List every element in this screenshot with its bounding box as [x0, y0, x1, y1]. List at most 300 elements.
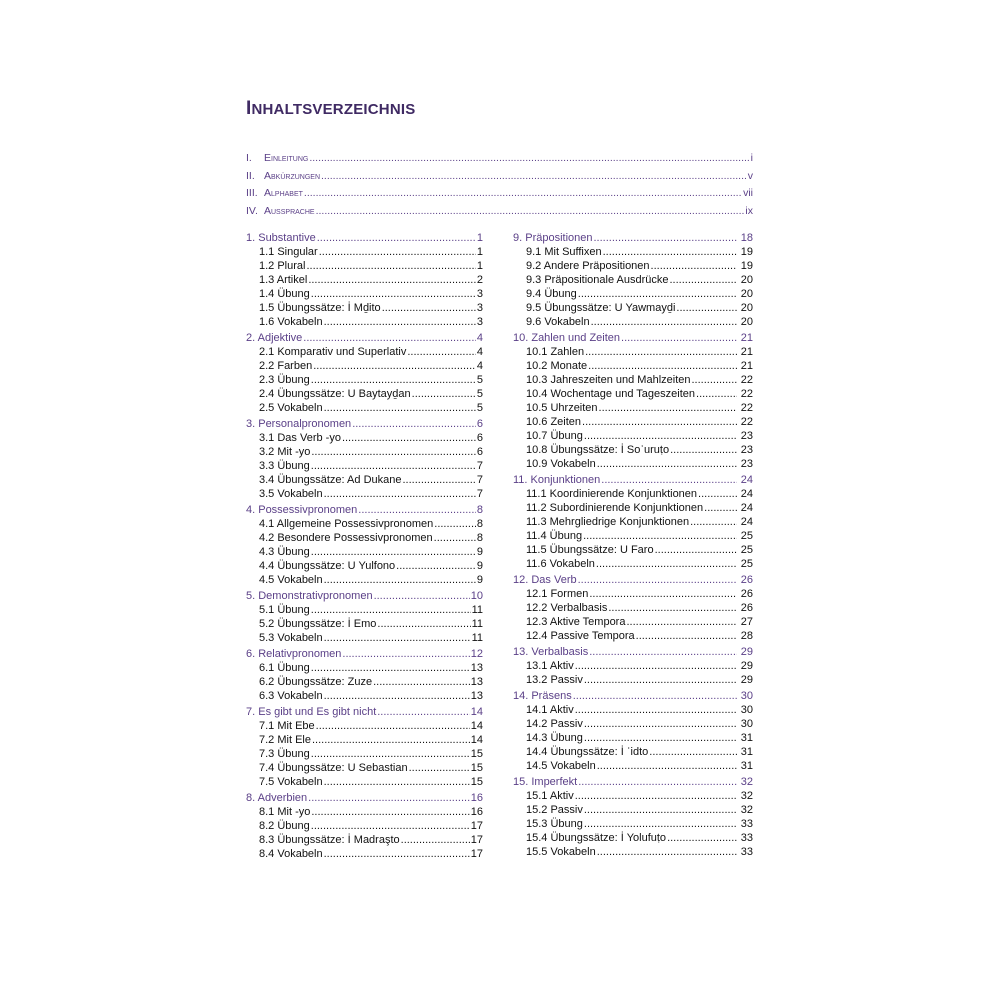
toc-entry-section[interactable]: [246, 487, 483, 501]
entry-label: 2.1 Komparativ und Superlativ: [259, 346, 407, 358]
toc-entry-section[interactable]: [246, 301, 483, 315]
toc-entry-section[interactable]: [513, 287, 753, 301]
entry-page: 31: [740, 732, 753, 744]
dot-leader: [317, 231, 476, 245]
dot-leader: [578, 573, 737, 587]
toc-entry-section[interactable]: [513, 301, 753, 315]
dot-leader: [377, 705, 470, 719]
dot-leader: [396, 559, 476, 573]
toc-entry-section[interactable]: [513, 817, 753, 831]
dot-leader: [667, 831, 737, 845]
toc-entry-section[interactable]: [513, 429, 753, 443]
entry-label: Alphabet: [264, 187, 303, 200]
toc-entry-section[interactable]: [513, 259, 753, 273]
entry-label: 10.1 Zahlen: [526, 346, 585, 358]
toc-entry-section[interactable]: [513, 629, 753, 643]
entry-label: 5.2 Übungssätze: İ Emo: [259, 618, 377, 630]
dot-leader: [578, 287, 737, 301]
toc-entry-section[interactable]: [246, 459, 483, 473]
toc-entry-section[interactable]: [513, 501, 753, 515]
toc-entry-section[interactable]: [513, 717, 753, 731]
entry-page: 11: [471, 632, 483, 644]
toc-entry-section[interactable]: [513, 529, 753, 543]
toc-entry-front-matter[interactable]: [246, 170, 753, 188]
toc-entry-section[interactable]: [513, 615, 753, 629]
dot-leader: [316, 719, 470, 733]
dot-leader: [575, 789, 737, 803]
entry-label: 14. Präsens: [513, 690, 572, 702]
toc-entry-section[interactable]: [513, 543, 753, 557]
toc-entry-section[interactable]: [513, 831, 753, 845]
dot-leader: [303, 331, 476, 345]
toc-entry-section[interactable]: [246, 259, 483, 273]
dot-leader: [649, 745, 736, 759]
entry-label: Einleitung: [264, 152, 309, 164]
toc-entry-section[interactable]: [246, 559, 483, 573]
entry-page: 11: [471, 618, 483, 630]
dot-leader: [651, 259, 737, 273]
dot-leader: [409, 761, 470, 775]
toc-entry-section[interactable]: [246, 833, 483, 847]
toc-entry-chapter[interactable]: [246, 589, 483, 603]
toc-entry-chapter[interactable]: [513, 231, 753, 245]
entry-page: 22: [740, 388, 753, 400]
dot-leader: [434, 531, 476, 545]
dot-leader: [578, 775, 737, 789]
dot-leader: [311, 373, 476, 387]
toc-entry-section[interactable]: [513, 789, 753, 803]
toc-entry-chapter[interactable]: [246, 705, 483, 719]
toc-entry-section[interactable]: [246, 761, 483, 775]
entry-page: 6: [476, 432, 483, 444]
toc-entry-front-matter[interactable]: [246, 187, 753, 205]
dot-leader: [311, 459, 476, 473]
toc-entry-section[interactable]: [246, 473, 483, 487]
entry-label: 11.2 Subordinierende Konjunktionen: [526, 502, 704, 514]
toc-entry-section[interactable]: [513, 845, 753, 859]
entry-page: 24: [740, 516, 753, 528]
entry-page: 13: [470, 676, 483, 688]
toc-entry-chapter[interactable]: [246, 647, 483, 661]
toc-entry-chapter[interactable]: [246, 417, 483, 431]
entry-page: 25: [740, 544, 753, 556]
entry-label: 7. Es gibt und Es gibt nicht: [246, 706, 377, 718]
dot-leader: [621, 331, 737, 345]
entry-number: I.: [246, 152, 252, 164]
page-title: [246, 98, 415, 120]
entry-page: 30: [740, 718, 753, 730]
entry-label: 1.5 Übungssätze: İ Mḏito: [259, 302, 381, 314]
toc-entry-chapter[interactable]: [513, 573, 753, 587]
entry-label: 11.4 Übung: [526, 530, 583, 542]
entry-page: 6: [476, 446, 483, 458]
entry-page: 2: [476, 274, 483, 286]
toc-entry-section[interactable]: [246, 733, 483, 747]
entry-number: IV.: [246, 205, 258, 218]
dot-leader: [599, 401, 737, 415]
entry-label: 1.6 Vokabeln: [259, 316, 323, 328]
entry-label: 2.4 Übungssätze: U Baytayḏan: [259, 388, 411, 400]
entry-page: 19: [740, 260, 753, 272]
entry-label: 1.4 Übung: [259, 288, 310, 300]
entry-label: 4. Possessivpronomen: [246, 504, 358, 516]
entry-page: 18: [740, 232, 753, 244]
dot-leader: [324, 573, 476, 587]
entry-label: 9.3 Präpositionale Ausdrücke: [526, 274, 669, 286]
toc-entry-section[interactable]: [513, 659, 753, 673]
entry-label: 13.2 Passiv: [526, 674, 583, 686]
entry-label: 10.5 Uhrzeiten: [526, 402, 598, 414]
dot-leader: [312, 733, 470, 747]
entry-label: 9.4 Übung: [526, 288, 577, 300]
dot-leader: [584, 803, 737, 817]
toc-entry-section[interactable]: [246, 689, 483, 703]
dot-leader: [582, 415, 737, 429]
entry-label: Aussprache: [264, 205, 315, 218]
toc-entry-section[interactable]: [513, 401, 753, 415]
dot-leader: [308, 791, 470, 805]
dot-leader: [412, 387, 476, 401]
entry-page: 31: [740, 760, 753, 772]
dot-leader: [434, 517, 476, 531]
entry-page: 5: [476, 402, 483, 414]
entry-label: 6.2 Übungssätze: Zuze: [259, 676, 373, 688]
entry-page: 23: [740, 430, 753, 442]
entry-label: 4.5 Vokabeln: [259, 574, 323, 586]
toc-entry-section[interactable]: [246, 517, 483, 531]
entry-page: 7: [476, 474, 483, 486]
dot-leader: [324, 401, 476, 415]
entry-page: 5: [476, 374, 483, 386]
toc-entry-chapter[interactable]: [513, 473, 753, 487]
toc-entry-section[interactable]: [246, 819, 483, 833]
entry-label: 9.6 Vokabeln: [526, 316, 590, 328]
toc-entry-section[interactable]: [513, 487, 753, 501]
dot-leader: [358, 503, 476, 517]
toc-entry-section[interactable]: [513, 373, 753, 387]
dot-leader: [324, 315, 476, 329]
toc-entry-section[interactable]: [513, 359, 753, 373]
entry-label: 11.6 Vokabeln: [526, 558, 595, 570]
toc-entry-section[interactable]: [246, 747, 483, 761]
entry-page: 29: [740, 660, 753, 672]
dot-leader: [588, 359, 737, 373]
toc-entry-section[interactable]: [513, 673, 753, 687]
entry-label: 10. Zahlen und Zeiten: [513, 332, 621, 344]
dot-leader: [591, 315, 737, 329]
entry-label: 9.2 Andere Präpositionen: [526, 260, 650, 272]
entry-label: 5.3 Vokabeln: [259, 632, 323, 644]
entry-page: 9: [476, 560, 483, 572]
toc-entry-section[interactable]: [513, 415, 753, 429]
entry-label: 8.1 Mit -yo: [259, 806, 311, 818]
toc-entry-section[interactable]: [246, 675, 483, 689]
dot-leader: [324, 631, 471, 645]
toc-entry-section[interactable]: [513, 387, 753, 401]
entry-label: 6. Relativpronomen: [246, 648, 342, 660]
toc-entry-section[interactable]: [246, 401, 483, 415]
entry-label: 15.1 Aktiv: [526, 790, 574, 802]
toc-entry-section[interactable]: [246, 387, 483, 401]
entry-label: 2.5 Vokabeln: [259, 402, 323, 414]
entry-label: 10.8 Übungssätze: İ Soʿuruṭo: [526, 444, 670, 456]
toc-entry-chapter[interactable]: [513, 775, 753, 789]
entry-label: 10.3 Jahreszeiten und Mahlzeiten: [526, 374, 691, 386]
dot-leader: [352, 417, 476, 431]
entry-label: 15. Imperfekt: [513, 776, 578, 788]
entry-page: 29: [740, 674, 753, 686]
entry-page: 32: [740, 804, 753, 816]
toc-entry-section[interactable]: [513, 273, 753, 287]
entry-page: 17: [470, 834, 483, 846]
dot-leader: [584, 717, 737, 731]
toc-entry-section[interactable]: [246, 847, 483, 861]
entry-page: 33: [740, 832, 753, 844]
entry-page: 14: [470, 706, 483, 718]
toc-entry-section[interactable]: [513, 245, 753, 259]
toc-entry-chapter[interactable]: [513, 689, 753, 703]
entry-page: 21: [740, 346, 753, 358]
entry-page: 1: [476, 246, 483, 258]
entry-page: 26: [740, 574, 753, 586]
toc-entry-section[interactable]: [246, 531, 483, 545]
toc-entry-section[interactable]: [513, 557, 753, 571]
entry-page: 7: [476, 460, 483, 472]
entry-label: 7.5 Vokabeln: [259, 776, 323, 788]
entry-label: 10.9 Vokabeln: [526, 458, 596, 470]
entry-page: v: [747, 169, 753, 182]
title-rest: NHALTSVERZEICHNIS: [251, 101, 416, 118]
entry-page: 25: [740, 530, 753, 542]
entry-label: 3. Personalpronomen: [246, 418, 352, 430]
toc-entry-chapter[interactable]: [246, 231, 483, 245]
toc-entry-front-matter[interactable]: [246, 205, 753, 223]
entry-label: 14.2 Passiv: [526, 718, 583, 730]
entry-label: 2.3 Übung: [259, 374, 310, 386]
entry-page: 22: [740, 374, 753, 386]
dot-leader: [407, 345, 476, 359]
dot-leader: [373, 675, 470, 689]
dot-leader: [589, 587, 736, 601]
entry-label: 14.4 Übungssätze: İ ʿidto: [526, 746, 649, 758]
entry-page: 24: [740, 474, 753, 486]
toc-entry-section[interactable]: [246, 359, 483, 373]
entry-label: 9.1 Mit Suffixen: [526, 246, 602, 258]
dot-leader: [692, 373, 737, 387]
entry-label: 5. Demonstrativpronomen: [246, 590, 373, 602]
dot-leader: [324, 847, 470, 861]
toc-entry-section[interactable]: [246, 805, 483, 819]
dot-leader: [608, 601, 736, 615]
entry-label: 12.2 Verbalbasis: [526, 602, 608, 614]
dot-leader: [316, 205, 745, 217]
dot-leader: [382, 301, 476, 315]
toc-entry-chapter[interactable]: [246, 791, 483, 805]
dot-leader: [603, 245, 737, 259]
entry-label: 12. Das Verb: [513, 574, 577, 586]
entry-page: 32: [740, 790, 753, 802]
dot-leader: [584, 673, 737, 687]
dot-leader: [324, 775, 470, 789]
toc-entry-section[interactable]: [246, 315, 483, 329]
toc-entry-section[interactable]: [513, 587, 753, 601]
toc-entry-section[interactable]: [513, 601, 753, 615]
entry-label: 11. Konjunktionen: [513, 474, 601, 486]
entry-label: 4.3 Übung: [259, 546, 310, 558]
dot-leader: [597, 845, 737, 859]
entry-page: 22: [740, 402, 753, 414]
dot-leader: [401, 833, 470, 847]
toc-entry-chapter[interactable]: [513, 331, 753, 345]
entry-label: 3.5 Vokabeln: [259, 488, 323, 500]
entry-label: 2. Adjektive: [246, 332, 303, 344]
toc-entry-section[interactable]: [513, 731, 753, 745]
entry-label: 3.4 Übungssätze: Ad Dukane: [259, 474, 402, 486]
entry-page: 17: [470, 848, 483, 860]
toc-entry-section[interactable]: [513, 457, 753, 471]
dot-leader: [575, 703, 737, 717]
entry-label: 11.3 Mehrgliedrige Konjunktionen: [526, 516, 690, 528]
dot-leader: [669, 273, 736, 287]
dot-leader: [696, 387, 737, 401]
toc-entry-section[interactable]: [246, 245, 483, 259]
entry-page: 10: [470, 590, 483, 602]
dot-leader: [321, 170, 747, 182]
toc-entry-section[interactable]: [246, 345, 483, 359]
dot-leader: [597, 457, 737, 471]
entry-label: 7.4 Übungssätze: U Sebastian: [259, 762, 408, 774]
toc-entry-section[interactable]: [246, 431, 483, 445]
entry-page: 21: [740, 360, 753, 372]
dot-leader: [690, 515, 737, 529]
entry-page: 24: [740, 502, 753, 514]
dot-leader: [306, 259, 475, 273]
dot-leader: [374, 589, 470, 603]
dot-leader: [311, 287, 476, 301]
entry-label: 4.2 Besondere Possessivpronomen: [259, 532, 433, 544]
entry-label: 13.1 Aktiv: [526, 660, 574, 672]
entry-label: 1.1 Singular: [259, 246, 318, 258]
entry-page: 29: [740, 646, 753, 658]
toc-entry-section[interactable]: [246, 573, 483, 587]
entry-page: 3: [476, 316, 483, 328]
entry-page: 20: [740, 316, 753, 328]
toc-entry-section[interactable]: [513, 315, 753, 329]
dot-leader: [704, 501, 737, 515]
dot-leader: [698, 487, 737, 501]
toc-entry-section[interactable]: [513, 515, 753, 529]
dot-leader: [324, 487, 476, 501]
toc-entry-section[interactable]: [513, 745, 753, 759]
entry-label: 15.3 Übung: [526, 818, 583, 830]
toc-entry-section[interactable]: [246, 631, 483, 645]
toc-entry-section[interactable]: [246, 603, 483, 617]
toc-entry-chapter[interactable]: [246, 503, 483, 517]
toc-entry-section[interactable]: [246, 775, 483, 789]
dot-leader: [575, 659, 737, 673]
entry-page: 14: [470, 734, 483, 746]
entry-page: 24: [740, 488, 753, 500]
entry-page: 31: [740, 746, 753, 758]
entry-page: 16: [470, 806, 483, 818]
entry-label: 7.3 Übung: [259, 748, 310, 760]
entry-label: 14.3 Übung: [526, 732, 583, 744]
dot-leader: [311, 545, 476, 559]
title-initial: I: [246, 98, 252, 119]
toc-entry-front-matter[interactable]: [246, 152, 753, 170]
toc-entry-section[interactable]: [246, 445, 483, 459]
toc-entry-section[interactable]: [246, 273, 483, 287]
toc-entry-section[interactable]: [246, 617, 483, 631]
entry-label: 14.5 Vokabeln: [526, 760, 596, 772]
dot-leader: [670, 443, 737, 457]
toc-entry-section[interactable]: [513, 703, 753, 717]
entry-page: 26: [740, 602, 753, 614]
entry-page: 1: [476, 232, 483, 244]
toc-entry-section[interactable]: [513, 443, 753, 457]
entry-page: 4: [476, 332, 483, 344]
entry-page: 20: [740, 274, 753, 286]
entry-label: 15.4 Übungssätze: İ Yolufuṭo: [526, 832, 667, 844]
dot-leader: [377, 617, 470, 631]
dot-leader: [676, 301, 736, 315]
entry-page: 15: [470, 776, 483, 788]
toc-entry-section[interactable]: [513, 803, 753, 817]
toc-entry-section[interactable]: [246, 719, 483, 733]
entry-label: 5.1 Übung: [259, 604, 310, 616]
dot-leader: [311, 747, 470, 761]
toc-entry-section[interactable]: [513, 345, 753, 359]
dot-leader: [573, 689, 737, 703]
entry-label: 1. Substantive: [246, 232, 316, 244]
entry-label: 8.2 Übung: [259, 820, 310, 832]
toc-entry-chapter[interactable]: [513, 645, 753, 659]
entry-page: 12: [470, 648, 483, 660]
toc-entry-section[interactable]: [246, 545, 483, 559]
dot-leader: [584, 731, 737, 745]
entry-label: Abkürzungen: [264, 169, 321, 182]
dot-leader: [585, 345, 737, 359]
entry-number: III.: [246, 187, 258, 200]
entry-page: 30: [740, 690, 753, 702]
toc-entry-section[interactable]: [246, 661, 483, 675]
toc-entry-chapter[interactable]: [246, 331, 483, 345]
dot-leader: [342, 431, 476, 445]
entry-page: 30: [740, 704, 753, 716]
entry-label: 15.2 Passiv: [526, 804, 583, 816]
entry-page: 3: [476, 288, 483, 300]
entry-page: 16: [470, 792, 483, 804]
entry-label: 6.3 Vokabeln: [259, 690, 323, 702]
entry-label: 14.1 Aktiv: [526, 704, 574, 716]
toc-entry-section[interactable]: [513, 759, 753, 773]
entry-page: 21: [740, 332, 753, 344]
toc-entry-section[interactable]: [246, 373, 483, 387]
dot-leader: [313, 359, 476, 373]
entry-page: 27: [740, 616, 753, 628]
entry-page: 8: [476, 518, 483, 530]
toc-entry-section[interactable]: [246, 287, 483, 301]
entry-label: 12.1 Formen: [526, 588, 589, 600]
front-matter-list: [246, 152, 753, 223]
entry-label: 8.4 Vokabeln: [259, 848, 323, 860]
dot-leader: [589, 645, 737, 659]
entry-label: 9.5 Übungssätze: U Yawmayḏi: [526, 302, 676, 314]
entry-page: 8: [476, 532, 483, 544]
entry-page: 17: [470, 820, 483, 832]
entry-page: 19: [740, 246, 753, 258]
dot-leader: [311, 445, 476, 459]
